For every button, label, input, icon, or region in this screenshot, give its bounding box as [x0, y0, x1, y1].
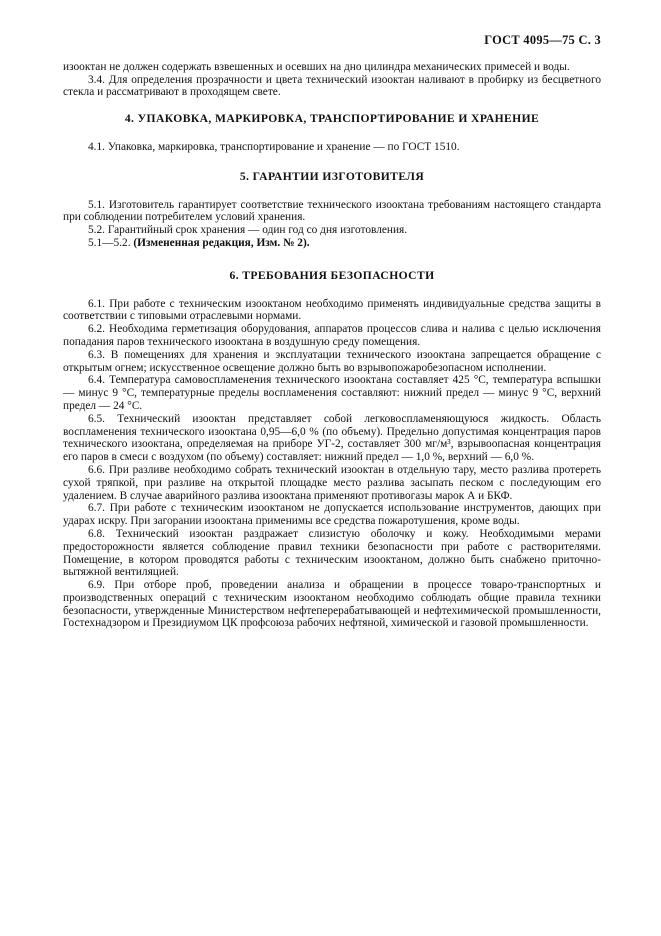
- running-header: ГОСТ 4095—75 С. 3: [484, 33, 601, 47]
- document-page: [63, 34, 601, 630]
- amendment-note: [63, 237, 601, 250]
- section-6-heading: 6. ТРЕБОВАНИЯ БЕЗОПАСНОСТИ: [229, 268, 435, 282]
- paragraph-6-2: 6.2. Необходима герметизация оборудования, аппаратов процессов слива и налива с целью исключения попадания паров технического изооктана в воздушную среду помещения.: [63, 323, 601, 348]
- paragraph-5-2: 5.2. Гарантийный срок хранения — один год со дня изготовления.: [88, 224, 408, 237]
- amendment-note-ref: 5.1—5.2.: [88, 236, 134, 249]
- paragraph-3-4: 3.4. Для определения прозрачности и цвета технический изооктан наливают в пробирку из бесцветного стекла и рассматривают в проходящем свете.: [63, 73, 601, 99]
- paragraph-6-1: 6.1. При работе с техническим изооктаном необходимо применять индивидуальные средства защиты в соответствии с типовыми отраслевыми нормами.: [63, 297, 601, 323]
- paragraph-6-9: 6.9. При отборе проб, проведении анализа и обращении в процессе товаро-транспортных и производственных операций с техническим изооктаном необходимо соблюдать общие правила техники безопасности, утвержденные Министерством нефтеперерабатывающей и нефтехимической промышленности, Гостехнадзором и Президиумом ЦК профсоюза рабочих нефтяной, химической и газовой промышленности.: [63, 579, 601, 630]
- paragraph-5-1: 5.1. Изготовитель гарантирует соответствие технического изооктана требованиям настоящего стандарта при соблюдении потребителем условий хранения.: [63, 198, 601, 224]
- paragraph-6-3: 6.3. В помещениях для хранения и эксплуатации технического изооктана запрещается обращение с открытым огнем; искусственное освещение должно быть во взрывопожаробезопасном исполнении.: [63, 348, 601, 374]
- section-4-heading: 4. УПАКОВКА, МАРКИРОВКА, ТРАНСПОРТИРОВАНИЕ И ХРАНЕНИЕ: [124, 112, 540, 126]
- amendment-note-text: (Измененная редакция, Изм. № 2).: [133, 236, 310, 249]
- paragraph-6-6: 6.6. При разливе необходимо собрать технический изооктан в отдельную тару, место разлива протереть сухой тряпкой, при разливе на открытой площадке место разлива засыпать песком с последующим его удалением. В случае аварийного разлива изооктана применяют противогазы марок А и БКФ.: [63, 463, 601, 502]
- paragraph-6-8: 6.8. Технический изооктан раздражает слизистую оболочку и кожу. Необходимыми мерами предосторожности является соблюдение правил техники безопасности при работе с растворителями. Помещение, в котором проводятся работы с техническим изооктаном, должно быть снабжено приточно-вытяжной вентиляцией.: [63, 527, 601, 579]
- paragraph-6-4: 6.4. Температура самовоспламенения технического изооктана составляет 425 °С, температура вспышки — минус 9 °С, температурные пределы воспламенения составляют: нижний предел — минус 9 °С, верхний предел — 24 °С.: [63, 374, 601, 412]
- paragraph-4-1: 4.1. Упаковка, маркировка, транспортирование и хранение — по ГОСТ 1510.: [88, 140, 460, 153]
- paragraph-3-3-continuation: изооктан не должен содержать взвешенных и осевших на дно цилиндра механических примесей и воды.: [63, 60, 570, 73]
- paragraph-6-5: 6.5. Технический изооктан представляет собой легковоспламеняющуюся жидкость. Область воспламенения технического изооктана 0,95—6,0 % (по объему). Предельно допустимая концентрация паров технического изооктана, определяемая на приборе УГ-2, составляет 300 мг/м³, взрывоопасная концентрация его паров в смеси с воздухом (по объему) составляет: нижний предел — 1,0 %, верхний — 6,0 %.: [63, 412, 601, 464]
- section-5-heading: 5. ГАРАНТИИ ИЗГОТОВИТЕЛЯ: [239, 169, 425, 183]
- paragraph-6-7: 6.7. При работе с техническим изооктаном не допускается использование инструментов, дающих при ударах искру. При загорании изооктана применимы все средства пожаротушения, кроме воды.: [63, 502, 601, 528]
